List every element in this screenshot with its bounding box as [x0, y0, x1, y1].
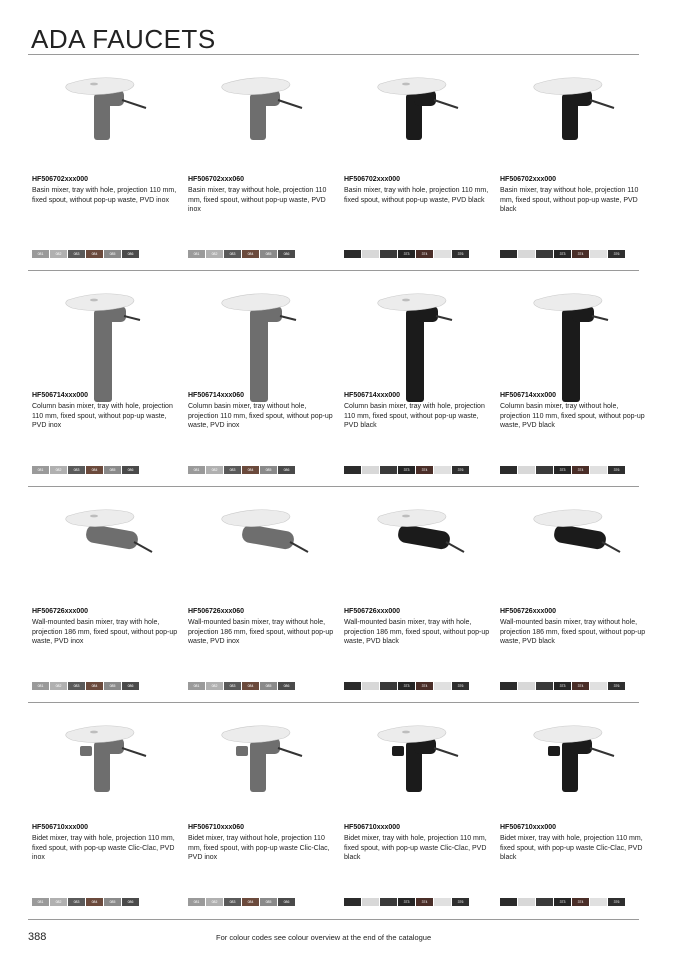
- color-swatches: [344, 466, 469, 474]
- color-swatch: 082: [50, 682, 67, 690]
- color-swatch: [500, 466, 517, 474]
- color-swatch: 376: [452, 250, 469, 258]
- page-title: ADA FAUCETS: [31, 24, 216, 54]
- color-swatch: 376: [452, 898, 469, 906]
- color-swatches: [344, 898, 469, 906]
- color-swatch: 084: [86, 250, 103, 258]
- faucet-image: [496, 284, 652, 384]
- color-swatches: [500, 898, 625, 906]
- color-swatches: [188, 898, 295, 906]
- color-swatch: 084: [242, 898, 259, 906]
- color-swatch: 085: [260, 250, 277, 258]
- product-description: Basin mixer, tray without hole, projection 110 mm, fixed spout, without pop-up waste, PVD black: [500, 187, 639, 213]
- color-swatch: [518, 898, 535, 906]
- color-swatch: 082: [206, 898, 223, 906]
- color-swatches: [32, 682, 139, 690]
- color-swatches: [500, 466, 625, 474]
- color-swatch: 081: [188, 682, 205, 690]
- color-swatch: [434, 682, 451, 690]
- color-swatches: [188, 466, 295, 474]
- color-swatch: [590, 466, 607, 474]
- color-swatch: 373: [554, 898, 571, 906]
- product-code: HF506710xxx000: [500, 824, 557, 831]
- color-swatch: [434, 898, 451, 906]
- product-description: Wall-mounted basin mixer, tray without hole, projection 186 mm, fixed spout, without pop-up waste, PVD inox: [188, 619, 334, 645]
- color-swatch: 376: [608, 682, 625, 690]
- color-swatch: 081: [188, 466, 205, 474]
- color-swatch: [380, 898, 397, 906]
- color-swatch: 086: [122, 250, 139, 258]
- product-card: [340, 56, 496, 272]
- color-swatch: 085: [104, 250, 121, 258]
- color-swatch: 083: [224, 898, 241, 906]
- faucet-image: [28, 716, 184, 816]
- color-swatch: 374: [416, 682, 433, 690]
- color-swatch: 083: [68, 250, 85, 258]
- footer-divider: [28, 919, 639, 920]
- color-swatch: 373: [554, 466, 571, 474]
- color-swatch: 086: [278, 250, 295, 258]
- color-swatch: 374: [416, 466, 433, 474]
- color-swatch: 374: [572, 682, 589, 690]
- product-card: [496, 704, 652, 920]
- color-swatch: [590, 250, 607, 258]
- faucet-image: [28, 500, 184, 600]
- faucet-image: [496, 68, 652, 168]
- color-swatch: 081: [32, 898, 49, 906]
- faucet-image: [340, 284, 496, 384]
- color-swatch: 085: [104, 898, 121, 906]
- product-card: [184, 56, 340, 272]
- color-swatch: 373: [554, 250, 571, 258]
- color-swatch: 086: [122, 682, 139, 690]
- color-swatch: 374: [572, 898, 589, 906]
- color-swatch: 374: [572, 466, 589, 474]
- faucet-image: [340, 68, 496, 168]
- color-swatch: [380, 682, 397, 690]
- product-description: Basin mixer, tray without hole, projection 110 mm, fixed spout, without pop-up waste, PVD inox: [188, 187, 327, 213]
- color-swatch: 085: [260, 466, 277, 474]
- product-description: Wall-mounted basin mixer, tray with hole, projection 186 mm, fixed spout, without pop-up waste, PVD inox: [32, 619, 178, 645]
- faucet-image: [184, 716, 340, 816]
- product-code: HF506710xxx060: [188, 824, 245, 831]
- color-swatch: 373: [398, 250, 415, 258]
- product-description: Column basin mixer, tray without hole, projection 110 mm, fixed spout, without pop-up waste, PVD black: [500, 403, 645, 429]
- product-code: HF506702xxx000: [32, 176, 89, 183]
- color-swatch: [518, 682, 535, 690]
- product-card: [184, 704, 340, 920]
- product-code: HF506710xxx000: [32, 824, 89, 831]
- page-number: 388: [28, 931, 47, 943]
- color-swatch: 085: [260, 898, 277, 906]
- faucet-image: [496, 716, 652, 816]
- color-swatch: 373: [398, 682, 415, 690]
- product-code: HF506702xxx000: [500, 176, 557, 183]
- product-description: Basin mixer, tray with hole, projection 110 mm, fixed spout, without pop-up waste, PVD black: [344, 187, 489, 204]
- product-code: HF506710xxx000: [344, 824, 401, 831]
- product-description: Bidet mixer, tray with hole, projection 110 mm, fixed spout, with pop-up waste Clic-Clac, PVD inox: [32, 835, 175, 861]
- color-swatch: 081: [32, 466, 49, 474]
- faucet-image: [184, 500, 340, 600]
- color-swatch: [344, 250, 361, 258]
- color-swatches: [188, 250, 295, 258]
- product-card: [340, 704, 496, 920]
- color-swatch: [380, 466, 397, 474]
- color-swatch: 086: [122, 898, 139, 906]
- color-swatches: [32, 250, 139, 258]
- color-swatches: [344, 250, 469, 258]
- color-swatch: 376: [608, 466, 625, 474]
- color-swatch: 084: [242, 682, 259, 690]
- product-code: HF506714xxx060: [188, 392, 245, 399]
- color-swatches: [344, 682, 469, 690]
- row-divider: [28, 270, 639, 271]
- faucet-image: [28, 68, 184, 168]
- color-swatch: 084: [86, 466, 103, 474]
- color-swatch: 083: [68, 682, 85, 690]
- product-description: Basin mixer, tray with hole, projection 110 mm, fixed spout, without pop-up waste, PVD inox: [32, 187, 177, 204]
- color-swatch: 082: [50, 466, 67, 474]
- color-swatch: 084: [86, 682, 103, 690]
- color-swatch: 373: [554, 682, 571, 690]
- color-swatch: [518, 466, 535, 474]
- color-swatch: [362, 898, 379, 906]
- product-card: [28, 488, 184, 704]
- product-card: [28, 56, 184, 272]
- color-swatch: [344, 898, 361, 906]
- color-swatch: [362, 250, 379, 258]
- color-swatch: 081: [188, 898, 205, 906]
- color-swatch: [536, 250, 553, 258]
- product-description: Wall-mounted basin mixer, tray without hole, projection 186 mm, fixed spout, without pop-up waste, PVD black: [500, 619, 646, 645]
- product-description: Column basin mixer, tray with hole, projection 110 mm, fixed spout, without pop-up waste, PVD inox: [32, 403, 173, 429]
- product-code: HF506702xxx060: [188, 176, 245, 183]
- color-swatch: 376: [452, 682, 469, 690]
- title-divider: [28, 54, 639, 55]
- color-swatch: 376: [452, 466, 469, 474]
- color-swatch: 086: [122, 466, 139, 474]
- color-swatch: 086: [278, 466, 295, 474]
- color-swatch: 085: [104, 682, 121, 690]
- product-code: HF506714xxx000: [500, 392, 557, 399]
- color-swatch: [344, 682, 361, 690]
- color-swatch: 082: [50, 250, 67, 258]
- color-swatch: [536, 682, 553, 690]
- color-swatch: 083: [68, 898, 85, 906]
- product-card: [184, 488, 340, 704]
- color-swatch: 084: [242, 250, 259, 258]
- product-code: HF506714xxx000: [344, 392, 401, 399]
- color-swatch: [500, 250, 517, 258]
- color-swatch: [518, 250, 535, 258]
- color-swatches: [500, 682, 625, 690]
- color-swatch: 082: [206, 250, 223, 258]
- color-swatches: [32, 466, 139, 474]
- color-swatch: 086: [278, 682, 295, 690]
- color-swatch: 082: [206, 682, 223, 690]
- color-swatch: 081: [32, 250, 49, 258]
- color-swatches: [188, 682, 295, 690]
- faucet-image: [28, 284, 184, 384]
- color-swatch: 083: [224, 466, 241, 474]
- color-swatches: [500, 250, 625, 258]
- color-swatch: 083: [224, 250, 241, 258]
- product-card: [28, 704, 184, 920]
- color-swatch: [536, 898, 553, 906]
- color-swatch: [536, 466, 553, 474]
- row-divider: [28, 702, 639, 703]
- product-description: Bidet mixer, tray with hole, projection 110 mm, fixed spout, with pop-up waste Clic-Clac, PVD black: [344, 835, 487, 861]
- color-swatches: [32, 898, 139, 906]
- faucet-image: [496, 500, 652, 600]
- product-description: Bidet mixer, tray without hole, projection 110 mm, fixed spout, with pop-up waste Clic-Clac, PVD inox: [188, 835, 330, 861]
- color-swatch: [362, 682, 379, 690]
- color-swatch: 082: [206, 466, 223, 474]
- product-card: [184, 272, 340, 488]
- color-swatch: [434, 250, 451, 258]
- color-swatch: 084: [242, 466, 259, 474]
- product-description: Wall-mounted basin mixer, tray with hole, projection 186 mm, fixed spout, without pop-up waste, PVD black: [344, 619, 490, 645]
- product-code: HF506726xxx060: [188, 608, 245, 615]
- product-code: HF506714xxx000: [32, 392, 89, 399]
- product-card: [496, 272, 652, 488]
- color-swatch: 373: [398, 898, 415, 906]
- color-swatch: 374: [416, 898, 433, 906]
- color-swatch: 082: [50, 898, 67, 906]
- product-card: [340, 272, 496, 488]
- product-code: HF506726xxx000: [500, 608, 557, 615]
- product-card: [496, 488, 652, 704]
- product-code: HF506726xxx000: [32, 608, 89, 615]
- color-swatch: 083: [224, 682, 241, 690]
- color-swatch: 374: [416, 250, 433, 258]
- faucet-image: [340, 716, 496, 816]
- product-code: HF506726xxx000: [344, 608, 401, 615]
- product-code: HF506702xxx000: [344, 176, 401, 183]
- product-description: Column basin mixer, tray with hole, projection 110 mm, fixed spout, without pop-up waste, PVD black: [344, 403, 485, 429]
- color-swatch: 376: [608, 898, 625, 906]
- color-swatch: 374: [572, 250, 589, 258]
- color-swatch: 084: [86, 898, 103, 906]
- product-card: [28, 272, 184, 488]
- color-swatch: 373: [398, 466, 415, 474]
- product-card: [496, 56, 652, 272]
- footer-note: For colour codes see colour overview at the end of the catalogue: [216, 933, 432, 942]
- faucet-image: [184, 68, 340, 168]
- color-swatch: 081: [32, 682, 49, 690]
- faucet-image: [184, 284, 340, 384]
- product-description: Bidet mixer, tray with hole, projection 110 mm, fixed spout, with pop-up waste Clic-Clac, PVD black: [500, 835, 643, 861]
- color-swatch: [500, 898, 517, 906]
- color-swatch: 086: [278, 898, 295, 906]
- color-swatch: [380, 250, 397, 258]
- color-swatch: [434, 466, 451, 474]
- color-swatch: [590, 682, 607, 690]
- color-swatch: [500, 682, 517, 690]
- product-description: Column basin mixer, tray without hole, projection 110 mm, fixed spout, without pop-up waste, PVD inox: [188, 403, 333, 429]
- row-divider: [28, 486, 639, 487]
- color-swatch: [362, 466, 379, 474]
- color-swatch: 376: [608, 250, 625, 258]
- color-swatch: [344, 466, 361, 474]
- color-swatch: 085: [260, 682, 277, 690]
- product-card: [340, 488, 496, 704]
- color-swatch: [590, 898, 607, 906]
- faucet-image: [340, 500, 496, 600]
- color-swatch: 083: [68, 466, 85, 474]
- color-swatch: 081: [188, 250, 205, 258]
- color-swatch: 085: [104, 466, 121, 474]
